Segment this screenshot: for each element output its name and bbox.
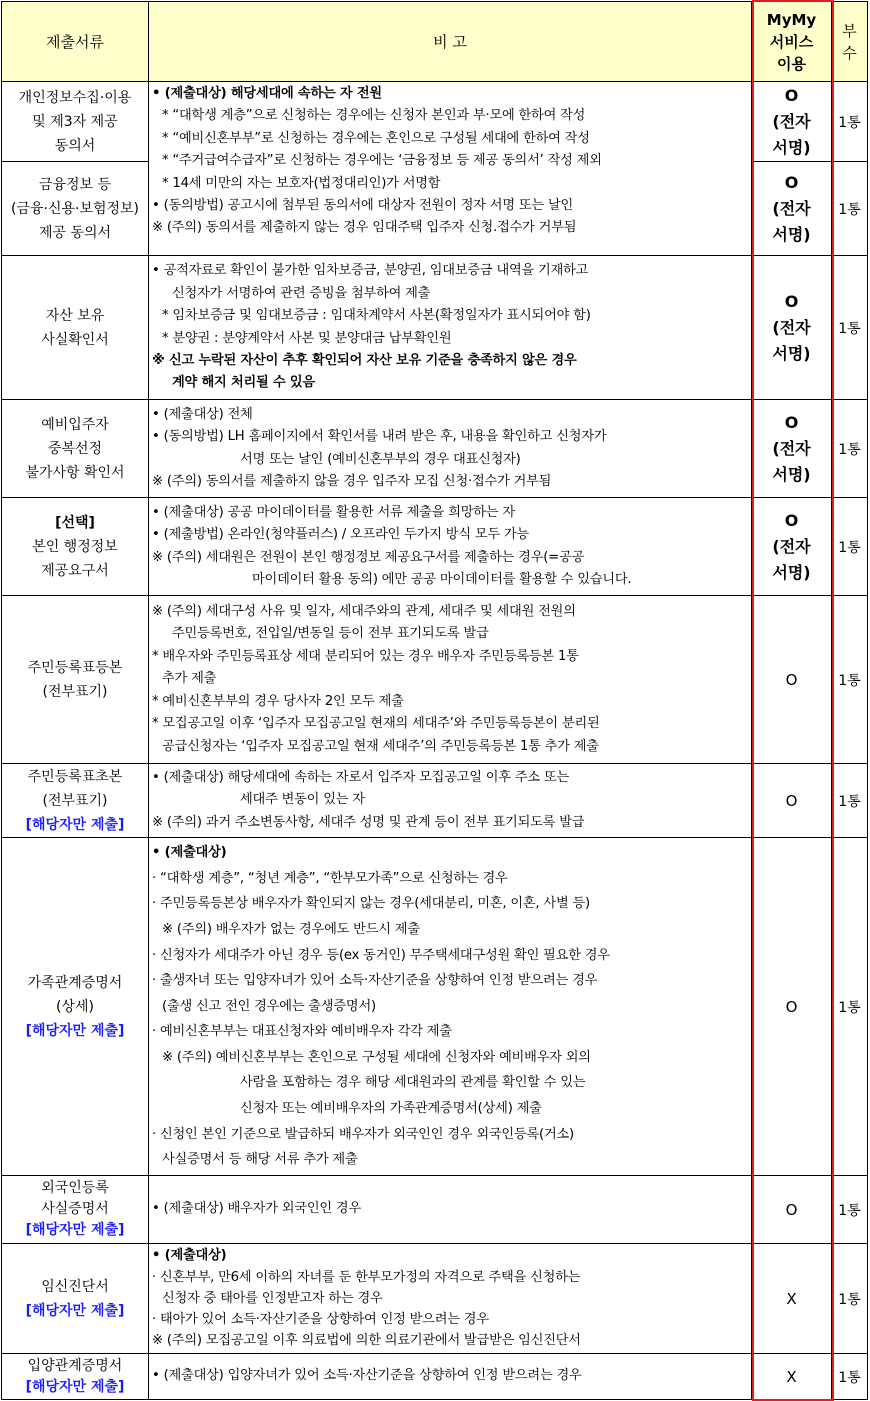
doc-name-line: 본인 행정정보	[32, 538, 118, 555]
submit-if-applicable-tag: [해당자만 제출]	[25, 1222, 125, 1238]
note-line: * “예비신혼부부”로 신청하는 경우에는 혼인으로 구성될 세대에 한하여 작성	[162, 130, 590, 146]
mymy-mark: O	[785, 997, 798, 1016]
doc-name-line: (전부표기)	[42, 792, 108, 809]
note-line: · 태아가 있어 소득·자산기준을 상향하여 인정 받으려는 경우	[152, 1312, 489, 1328]
table-row	[2, 838, 868, 1176]
doc-name-line: 주민등록표초본	[27, 768, 123, 785]
notes-cell	[149, 596, 752, 764]
notes-cell	[149, 1176, 752, 1244]
mymy-cell	[752, 764, 832, 838]
mymy-mark: O	[785, 791, 798, 810]
doc-name-line: 제공요구서	[41, 562, 109, 579]
doc-name-cell	[2, 596, 149, 764]
doc-name-line: 개인정보수집·이용	[18, 89, 132, 106]
mymy-mark: O	[784, 412, 799, 432]
table-row	[2, 498, 868, 596]
note-line: * 예비신혼부부의 경우 당사자 2인 모두 제출	[152, 693, 404, 709]
note-line: · “대학생 계층”, “청년 계층”, “한부모가족”으로 신청하는 경우	[152, 870, 508, 886]
table-row	[2, 256, 868, 400]
note-line: · 출생자녀 또는 입양자녀가 있어 소득·자산기준을 상향하여 인정 받으려는 경우	[152, 973, 598, 989]
note-line: * 분양권 : 분양계약서 사본 및 분양대금 납부확인원	[162, 330, 452, 346]
table-row	[2, 1354, 868, 1400]
doc-name-line: 주민등록표등본	[27, 659, 123, 676]
doc-name-line: (전부표기)	[42, 683, 108, 700]
notes-cell	[149, 498, 752, 596]
note-line: ※ (주의) 예비신혼부부는 혼인으로 구성될 세대에 신청자와 예비배우자 외의	[162, 1049, 591, 1065]
notes-cell	[149, 764, 752, 838]
mymy-mark: O	[784, 291, 799, 311]
doc-name-cell	[2, 764, 149, 838]
mymy-line: (전자	[772, 536, 811, 556]
mymy-line: (전자	[772, 111, 811, 131]
submit-if-applicable-tag: [해당자만 제출]	[25, 816, 125, 833]
doc-name-cell	[2, 82, 149, 162]
doc-name-line: 가족관계증명서	[27, 974, 123, 991]
mymy-cell	[752, 82, 832, 162]
note-line: 추가 제출	[162, 671, 217, 687]
note-line: • 공적자료로 확인이 불가한 임차보증금, 분양권, 임대보증금 내역을 기재하고	[152, 263, 589, 279]
submit-if-applicable-tag: [해당자만 제출]	[25, 1378, 125, 1395]
doc-name-line: 사실증명서	[41, 1201, 109, 1217]
copies-cell: 1통	[832, 256, 868, 400]
mymy-line: 서명)	[772, 562, 811, 582]
doc-name-cell	[2, 1354, 149, 1400]
doc-name-line: 동의서	[54, 137, 96, 154]
doc-name-cell	[2, 1176, 149, 1244]
mymy-line: 서명)	[772, 137, 811, 157]
note-line: * 배우자와 주민등록표상 세대 분리되어 있는 경우 배우자 주민등록등본 1통	[152, 648, 579, 664]
header-copies-line: 수	[842, 43, 857, 62]
mymy-mark: X	[786, 1367, 797, 1386]
mymy-cell	[752, 1176, 832, 1244]
note-line: ※ (주의) 동의서를 제출하지 않을 경우 입주자 모집 신청·접수가 거부됨	[152, 473, 552, 489]
note-line: • (제출방법) 온라인(청약플러스) / 오프라인 두가지 방식 모두 가능	[152, 527, 530, 543]
note-line: • (제출대상) 입양자녀가 있어 소득·자산기준을 상향하여 인정 받으려는 경우	[152, 1368, 582, 1384]
mymy-mark: O	[784, 172, 799, 192]
mymy-line: (전자	[772, 198, 811, 218]
note-line: • (동의방법) 공고시에 첨부된 동의서에 대상자 전원이 정자 서명 또는 날인	[152, 198, 574, 214]
note-line: · 예비신혼부부는 대표신청자와 예비배우자 각각 제출	[152, 1024, 452, 1040]
notes-cell	[149, 82, 752, 256]
doc-name-line: 자산 보유	[45, 307, 105, 324]
doc-name-line: 중복선정	[47, 440, 103, 457]
mymy-cell	[752, 838, 832, 1176]
doc-name-line: 입양관계증명서	[27, 1357, 123, 1374]
doc-name-cell	[2, 256, 149, 400]
note-line: • (제출대상) 공공 마이데이터를 활용한 서류 제출을 희망하는 자	[152, 504, 515, 520]
header-mymy-line: 이용	[777, 54, 806, 73]
notes-cell	[149, 838, 752, 1176]
copies-cell: 1통	[832, 764, 868, 838]
copies-cell: 1통	[832, 400, 868, 498]
note-line: ※ 신고 누락된 자산이 추후 확인되어 자산 보유 기준을 충족하지 않은 경우	[152, 352, 577, 368]
doc-name-line: 임신진단서	[41, 1278, 109, 1295]
note-line: ※ (주의) 세대원은 전원이 본인 행정정보 제공요구서를 제출하는 경우(=공공	[152, 549, 585, 565]
note-line: 주민등록번호, 전입일/변동일 등이 전부 표기되도록 발급	[172, 626, 489, 642]
note-line: 세대주 변동이 있는 자	[240, 792, 365, 808]
note-line: • (제출대상) 해당세대에 속하는 자 전원	[152, 86, 382, 101]
table-row	[2, 400, 868, 498]
doc-name-line: [선택]	[55, 514, 95, 531]
header-copies	[832, 2, 868, 82]
notes-cell	[149, 256, 752, 400]
required-documents-table	[1, 1, 868, 1400]
note-line: * “대학생 계층”으로 신청하는 경우에는 신청자 본인과 부·모에 한하여 작성	[162, 108, 586, 124]
submit-if-applicable-tag: [해당자만 제출]	[25, 1022, 125, 1039]
header-row	[2, 2, 868, 82]
header-notes: 비 고	[149, 2, 752, 82]
doc-name-line: 제공 동의서	[38, 224, 112, 241]
notes-cell	[149, 1244, 752, 1354]
notes-cell	[149, 1354, 752, 1400]
note-line: (출생 신고 전인 경우에는 출생증명서)	[162, 998, 376, 1014]
note-line: * 모집공고일 이후 ‘입주자 모집공고일 현재의 세대주’와 주민등록등본이 분리된	[152, 716, 600, 732]
mymy-line: (전자	[772, 438, 811, 458]
header-copies-line: 부	[842, 21, 857, 40]
copies-cell: 1통	[832, 1244, 868, 1354]
copies-cell: 1통	[832, 498, 868, 596]
mymy-cell	[752, 596, 832, 764]
copies-cell: 1통	[832, 162, 868, 256]
doc-name-cell	[2, 498, 149, 596]
note-line: * 임차보증금 및 임대보증금 : 임대차계약서 사본(확정일자가 표시되어야 함)	[162, 308, 591, 324]
table-row	[2, 1244, 868, 1354]
doc-name-cell	[2, 400, 149, 498]
mymy-line: 서명)	[772, 224, 811, 244]
mymy-mark: O	[784, 510, 799, 530]
note-line: · 신청인 본인 기준으로 발급하되 배우자가 외국인인 경우 외국인등록(거소)	[152, 1126, 574, 1142]
table-row	[2, 82, 868, 162]
note-line: ※ (주의) 동의서를 제출하지 않는 경우 임대주택 입주자 신청.접수가 거부됨	[152, 220, 577, 236]
doc-name-cell	[2, 838, 149, 1176]
copies-cell: 1통	[832, 1176, 868, 1244]
mymy-mark: O	[785, 1200, 798, 1219]
note-line: * 14세 미만의 자는 보호자(법정대리인)가 서명함	[162, 175, 441, 191]
doc-name-line: 금융정보 등	[38, 176, 112, 193]
note-line: ※ (주의) 모집공고일 이후 의료법에 의한 의료기관에서 발급받은 임신진단서	[152, 1333, 581, 1349]
doc-name-line: 외국인등록	[41, 1180, 109, 1196]
mymy-mark: X	[786, 1289, 797, 1308]
mymy-mark: O	[785, 670, 798, 689]
mymy-cell	[752, 162, 832, 256]
note-line: • (제출대상) 전체	[152, 406, 253, 422]
note-line: • (제출대상)	[152, 1248, 227, 1264]
header-docs: 제출서류	[2, 2, 149, 82]
note-line: 신청자 또는 예비배우자의 가족관계증명서(상세) 제출	[240, 1101, 542, 1117]
note-line: • (동의방법) LH 홈페이지에서 확인서를 내려 받은 후, 내용을 확인하고 신청자가	[152, 429, 607, 445]
header-mymy-line: MyMy	[766, 10, 817, 29]
note-line: 마이데이터 활용 동의) 에만 공공 마이데이터를 활용할 수 있습니다.	[252, 571, 632, 587]
note-line: 사실증명서 등 해당 서류 추가 제출	[162, 1152, 358, 1168]
doc-name-line: 사실확인서	[41, 331, 109, 348]
table-row	[2, 596, 868, 764]
note-line: 신청자가 서명하여 관련 증빙을 첨부하여 제출	[172, 285, 431, 301]
note-line: ※ (주의) 배우자가 없는 경우에도 반드시 제출	[162, 921, 420, 937]
header-mymy	[752, 2, 832, 82]
copies-cell: 1통	[832, 596, 868, 764]
notes-cell	[149, 400, 752, 498]
note-line: • (제출대상)	[152, 845, 227, 861]
note-line: ※ (주의) 과거 주소변동사항, 세대주 성명 및 관계 등이 전부 표기되도록 발급	[152, 814, 585, 830]
copies-cell: 1통	[832, 1354, 868, 1400]
mymy-line: 서명)	[772, 343, 811, 363]
copies-cell: 1통	[832, 838, 868, 1176]
mymy-cell	[752, 256, 832, 400]
doc-name-cell	[2, 162, 149, 256]
mymy-line: 서명)	[772, 464, 811, 484]
doc-name-line: 및 제3자 제공	[32, 113, 118, 130]
mymy-cell	[752, 498, 832, 596]
doc-name-line: 불가사항 확인서	[25, 464, 125, 481]
doc-name-cell	[2, 1244, 149, 1354]
header-mymy-line: 서비스	[769, 32, 814, 51]
copies-cell: 1통	[832, 82, 868, 162]
mymy-cell	[752, 400, 832, 498]
note-line: 사람을 포함하는 경우 해당 세대원과의 관계를 확인할 수 있는	[240, 1075, 586, 1091]
note-line: · 신혼부부, 만6세 이하의 자녀를 둔 한부모가정의 자격으로 주택을 신청하는	[152, 1269, 581, 1285]
note-line: • (제출대상) 배우자가 외국인인 경우	[152, 1201, 361, 1217]
doc-name-line: (금융·신용·보험정보)	[10, 200, 140, 217]
note-line: 공급신청자는 ‘입주자 모집공고일 현재 세대주’의 주민등록등본 1통 추가 제출	[162, 738, 599, 754]
note-line: 신청자 중 태아를 인정받고자 하는 경우	[162, 1290, 383, 1306]
mymy-mark: O	[784, 85, 799, 105]
submit-if-applicable-tag: [해당자만 제출]	[25, 1302, 125, 1319]
mymy-line: (전자	[772, 317, 811, 337]
note-line: * “주거급여수급자”로 신청하는 경우에는 ‘금융정보 등 제공 동의서’ 작성 제외	[162, 153, 602, 169]
note-line: • (제출대상) 해당세대에 속하는 자로서 입주자 모집공고일 이후 주소 또는	[152, 769, 570, 785]
note-line: 계약 해지 처리될 수 있음	[172, 375, 315, 391]
mymy-cell	[752, 1354, 832, 1400]
doc-name-line: 예비입주자	[41, 416, 109, 433]
note-line: · 신청자가 세대주가 아닌 경우 등(ex 동거인) 무주택세대구성원 확인 필요한 경우	[152, 947, 610, 963]
mymy-cell	[752, 1244, 832, 1354]
table-row	[2, 764, 868, 838]
note-line: ※ (주의) 세대구성 사유 및 일자, 세대주와의 관계, 세대주 및 세대원 전원의	[152, 604, 576, 620]
doc-name-line: (상세)	[56, 998, 94, 1015]
note-line: · 주민등록등본상 배우자가 확인되지 않는 경우(세대분리, 미혼, 이혼, 사별 등)	[152, 896, 590, 912]
table-row	[2, 1176, 868, 1244]
note-line: 서명 또는 날인 (예비신혼부부의 경우 대표신청자)	[240, 451, 521, 467]
